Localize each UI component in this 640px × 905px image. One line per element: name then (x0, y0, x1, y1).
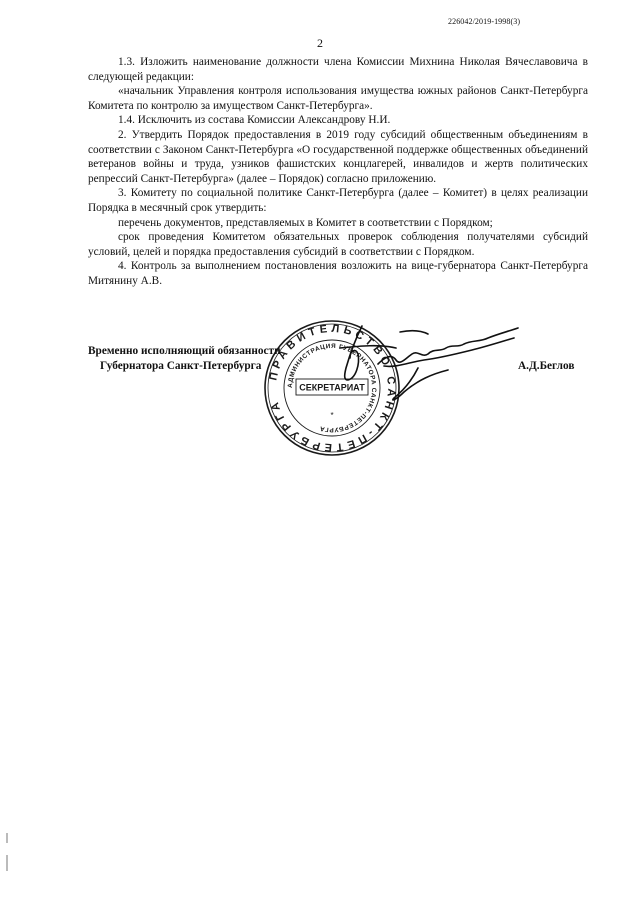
paragraph-3-item-1: перечень документов, представляемых в Комитет в соответствии с Порядком; (118, 216, 493, 229)
signatory-name: А.Д.Беглов (518, 360, 575, 372)
signatory-position-line1: Временно исполняющий обязанности (88, 345, 281, 357)
document-id: 226042/2019-1998(3) (448, 17, 521, 26)
paragraph-1-3: 1.3. Изложить наименование должности члена Комиссии Михнина Николая Вячеславовича в следующей редакции: (88, 56, 588, 83)
svg-text:ПРАВИТЕЛЬСТВО САНКТ-ПЕТЕРБУРГА: ПРАВИТЕЛЬСТВО САНКТ-ПЕТЕРБУРГА (267, 322, 398, 454)
page-number: 2 (317, 36, 323, 50)
paragraph-3-item-2: срок проведения Комитетом обязательных проверок соблюдения получателями субсидий условий, целей и порядка предоставления субсидий в соответствии с Порядком. (88, 231, 588, 258)
scan-margin-marks (6, 833, 10, 873)
document-body (88, 55, 588, 289)
paragraph-3: 3. Комитету по социальной политике Санкт-Петербурга (далее – Комитет) в целях реализации Порядка в месячный срок утвердить: (88, 187, 588, 214)
paragraph-4: 4. Контроль за выполнением постановления возложить на вице-губернатора Санкт-Петербурга Митянину А.В. (88, 260, 588, 287)
signatory-position-line2: Губернатора Санкт-Петербурга (100, 360, 262, 372)
svg-text:*: * (330, 411, 334, 420)
signature-block (88, 343, 588, 423)
svg-text:СЕКРЕТАРИАТ: СЕКРЕТАРИАТ (299, 382, 365, 393)
svg-text:АДМИНИСТРАЦИЯ ГУБЕРНАТОРА САНК: АДМИНИСТРАЦИЯ ГУБЕРНАТОРА САНКТ-ПЕТЕРБУРГА (286, 342, 378, 434)
paragraph-2: 2. Утвердить Порядок предоставления в 2019 году субсидий общественным объединениям в соответствии с Законом Санкт-Петербурга «О государственной поддержке общественных объединений ветеранов войны и труда, узников фашистских концлагерей, инвалидов и жертв политических репрессий Санкт-Петербурга» (далее – Порядок) согласно приложению. (88, 128, 588, 185)
paragraph-1-3-quote: «начальник Управления контроля использования имущества южных районов Санкт-Петербурга Комитета по контролю за имуществом Санкт-Петербурга». (88, 85, 588, 112)
paragraph-1-4: 1.4. Исключить из состава Комиссии Александрову Н.И. (118, 114, 391, 127)
